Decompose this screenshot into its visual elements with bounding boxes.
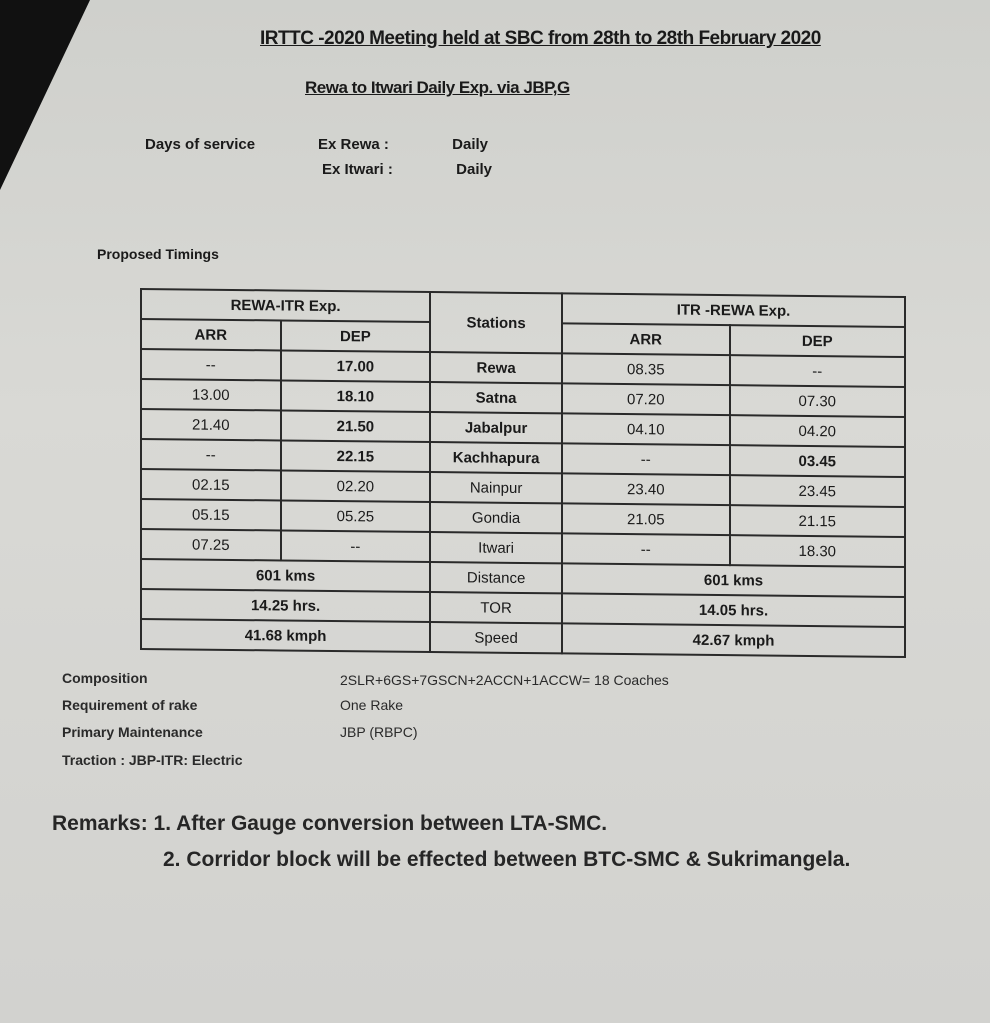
cell: -- [141, 439, 281, 470]
group-header-rewa-itr: REWA-ITR Exp. [141, 289, 430, 322]
group-header-itr-rewa: ITR -REWA Exp. [562, 293, 905, 327]
station-cell: Kachhapura [430, 442, 562, 473]
cell: -- [562, 533, 729, 565]
cell: 07.30 [730, 385, 905, 417]
cell: 05.15 [141, 499, 281, 530]
station-cell: Rewa [430, 352, 562, 383]
cell: 23.40 [562, 473, 729, 505]
summary-left: 14.25 hrs. [141, 589, 430, 622]
cell: 05.25 [281, 500, 431, 532]
cell: 02.20 [281, 470, 431, 502]
stations-header: Stations [430, 292, 562, 353]
summary-right: 42.67 kmph [562, 623, 905, 657]
maintenance-label: Primary Maintenance [62, 724, 203, 740]
cell: 21.05 [562, 503, 729, 535]
composition-label: Composition [62, 670, 148, 686]
cell: -- [562, 443, 729, 475]
summary-label: TOR [430, 592, 562, 623]
cell: 17.00 [281, 350, 431, 382]
arr-header: ARR [562, 323, 729, 355]
cell: 21.40 [141, 409, 281, 440]
summary-left: 41.68 kmph [141, 619, 430, 652]
cell: 23.45 [730, 475, 905, 507]
traction-line: Traction : JBP-ITR: Electric [62, 752, 243, 768]
cell: 07.20 [562, 383, 729, 415]
dep-header: DEP [281, 320, 431, 352]
service-row-itwari [322, 161, 492, 178]
summary-label: Distance [430, 562, 562, 593]
rake-value: One Rake [340, 697, 404, 713]
rake-label: Requirement of rake [62, 697, 198, 713]
summary-label: Speed [430, 622, 562, 653]
remarks-line-1: Remarks: 1. After Gauge conversion between LTA-SMC. [52, 812, 608, 835]
station-cell: Gondia [430, 502, 562, 533]
station-cell: Jabalpur [430, 412, 562, 443]
cell: 03.45 [730, 445, 905, 477]
timetable [140, 288, 906, 658]
cell: 13.00 [141, 379, 281, 410]
cell: 18.10 [281, 380, 431, 412]
cell: -- [730, 355, 905, 387]
composition-value: 2SLR+6GS+7GSCN+2ACCN+1ACCW= 18 Coaches [340, 672, 669, 688]
cell: 08.35 [562, 353, 729, 385]
service-value: Daily [452, 136, 489, 153]
remarks-line-2: 2. Corridor block will be effected between BTC-SMC & Sukrimangela. [163, 848, 851, 871]
service-row-rewa [318, 136, 488, 153]
cell: 04.20 [730, 415, 905, 447]
cell: 22.15 [281, 440, 431, 472]
summary-right: 14.05 hrs. [562, 593, 905, 627]
summary-right: 601 kms [562, 563, 905, 597]
cell: 02.15 [141, 469, 281, 500]
cell: 21.50 [281, 410, 431, 442]
cell: 04.10 [562, 413, 729, 445]
photo-corner-shadow [0, 0, 90, 190]
cell: -- [281, 530, 431, 562]
arr-header: ARR [141, 319, 281, 350]
service-value: Daily [456, 161, 493, 178]
cell: 07.25 [141, 529, 281, 560]
cell: 21.15 [730, 505, 905, 537]
station-cell: Satna [430, 382, 562, 413]
summary-left: 601 kms [141, 559, 430, 592]
station-cell: Itwari [430, 532, 562, 563]
maintenance-value: JBP (RBPC) [340, 724, 418, 740]
dep-header: DEP [730, 325, 905, 357]
cell: -- [141, 349, 281, 380]
station-cell: Nainpur [430, 472, 562, 503]
days-of-service-label: Days of service [145, 136, 256, 153]
service-key: Ex Itwari : [322, 161, 393, 178]
cell: 18.30 [730, 535, 905, 567]
proposed-timings-label: Proposed Timings [97, 246, 219, 262]
train-subtitle: Rewa to Itwari Daily Exp. via JBP,G [305, 78, 570, 97]
service-key: Ex Rewa : [318, 136, 389, 153]
document-title: IRTTC -2020 Meeting held at SBC from 28th to 28th February 2020 [260, 28, 821, 49]
